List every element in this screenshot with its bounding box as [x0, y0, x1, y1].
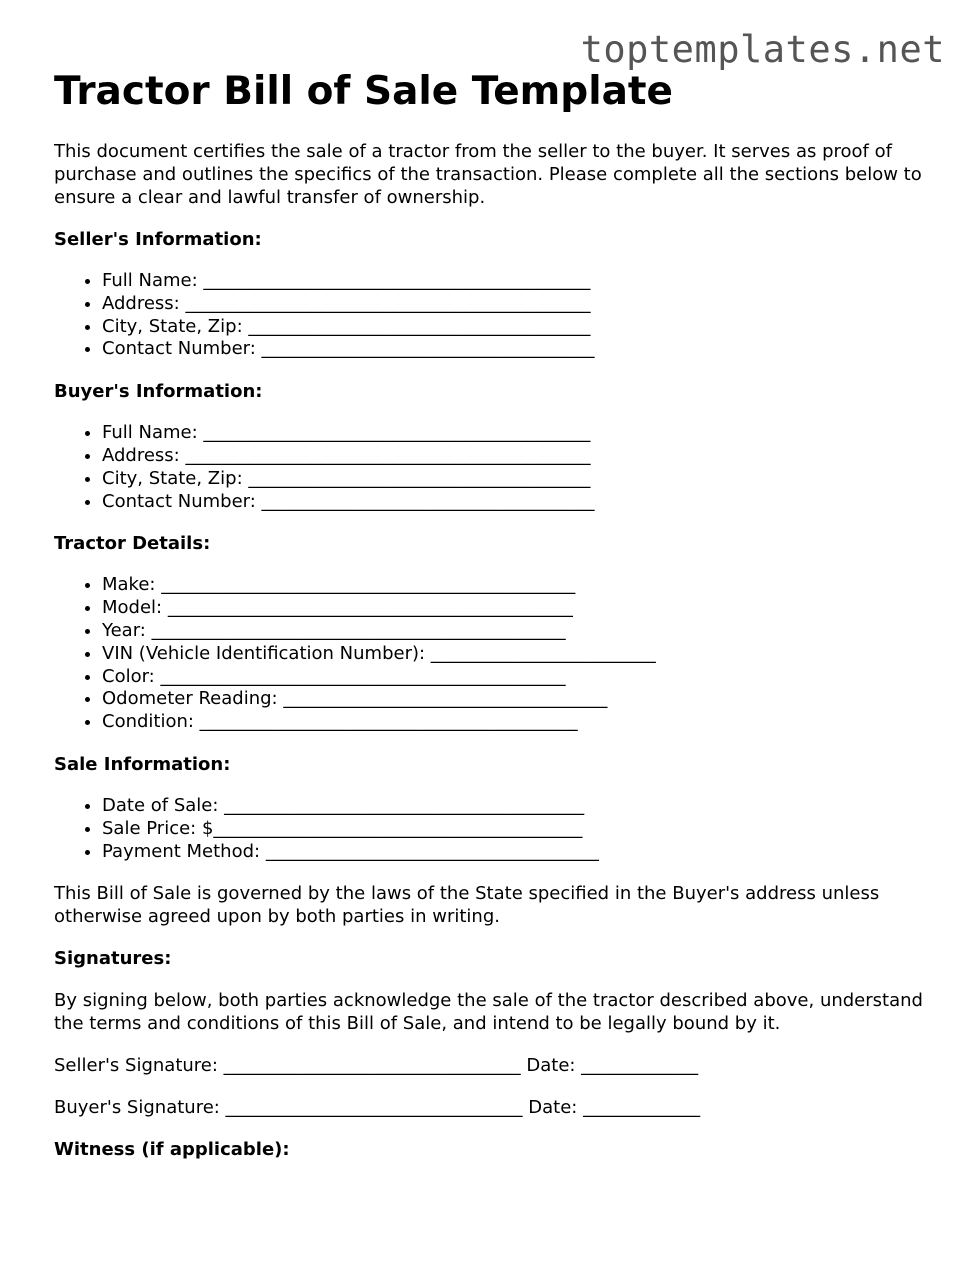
- document-page: [54, 68, 934, 1161]
- sale-heading: Sale Information:: [54, 753, 231, 775]
- tractor-color: • Color: _____________________________________________: [102, 666, 934, 689]
- tractor-model: • Model: _____________________________________________: [102, 597, 934, 620]
- tractor-year: • Year: ______________________________________________: [102, 620, 934, 643]
- seller-address: • Address: _____________________________________________: [102, 293, 934, 316]
- buyer-heading: Buyer's Information:: [54, 381, 263, 403]
- seller-contact-number: • Contact Number: _____________________________________: [102, 338, 934, 361]
- signatures-paragraph: By signing below, both parties acknowledge the sale of the tractor described above, understand the terms and conditions of this Bill of Sale, and intend to be legally bound by it.: [54, 990, 923, 1035]
- buyer-fields: [54, 422, 934, 513]
- tractor-odometer: • Odometer Reading: ____________________________________: [102, 688, 934, 711]
- seller-city-state-zip: • City, State, Zip: ______________________________________: [102, 316, 934, 339]
- buyer-address: • Address: _____________________________________________: [102, 445, 934, 468]
- intro-paragraph: This document certifies the sale of a tractor from the seller to the buyer. It serves as proof of purchase and outlines the specifics of the transaction. Please complete all the sections below to ensure a clear and lawful transfer of ownership.: [54, 141, 922, 208]
- tractor-vin: • VIN (Vehicle Identification Number): _________________________: [102, 643, 934, 666]
- tractor-heading: Tractor Details:: [54, 533, 211, 555]
- tractor-fields: [54, 574, 934, 734]
- governing-law-paragraph: This Bill of Sale is governed by the laws of the State specified in the Buyer's address unless otherwise agreed upon by both parties in writing.: [54, 883, 880, 928]
- buyer-city-state-zip: • City, State, Zip: ______________________________________: [102, 468, 934, 491]
- seller-full-name: • Full Name: ___________________________________________: [102, 270, 934, 293]
- page-title: Tractor Bill of Sale Template: [54, 69, 673, 114]
- sale-fields: [54, 795, 934, 863]
- sale-date: • Date of Sale: ________________________________________: [102, 795, 934, 818]
- watermark: toptemplates.net: [580, 28, 945, 71]
- sale-payment-method: • Payment Method: _____________________________________: [102, 841, 934, 864]
- witness-heading: Witness (if applicable):: [54, 1139, 290, 1161]
- buyer-full-name: • Full Name: ___________________________________________: [102, 422, 934, 445]
- tractor-make: • Make: ______________________________________________: [102, 574, 934, 597]
- signatures-heading: Signatures:: [54, 948, 172, 970]
- buyer-signature-line: Buyer's Signature: _________________________________ Date: _____________: [54, 1097, 701, 1119]
- seller-signature-line: Seller's Signature: _________________________________ Date: _____________: [54, 1055, 699, 1077]
- seller-fields: [54, 270, 934, 361]
- seller-heading: Seller's Information:: [54, 229, 262, 250]
- buyer-contact-number: • Contact Number: _____________________________________: [102, 491, 934, 514]
- tractor-condition: • Condition: __________________________________________: [102, 711, 934, 734]
- sale-price: • Sale Price: $_________________________________________: [102, 818, 934, 841]
